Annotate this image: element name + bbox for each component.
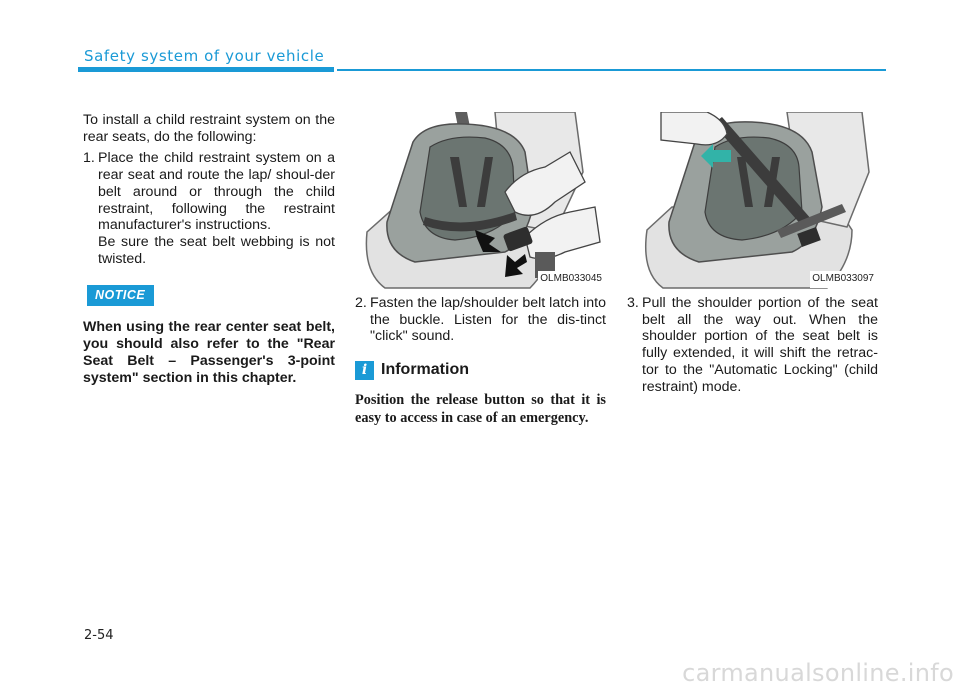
step-3-number: 3. bbox=[627, 295, 639, 311]
information-heading bbox=[355, 361, 606, 380]
figure-code: OLMB033097 bbox=[810, 271, 876, 288]
header-rule-thin bbox=[337, 69, 886, 71]
step-2-text: Fasten the lap/shoulder belt latch into the buckle. Listen for the dis-tinct "click" sound. bbox=[370, 295, 606, 345]
step-1-extra: Be sure the seat belt webbing is not twisted. bbox=[98, 233, 335, 267]
page-number: 2-54 bbox=[84, 628, 114, 643]
column-middle bbox=[355, 112, 606, 427]
figure-buckle-latch bbox=[355, 112, 606, 290]
notice-badge: NOTICE bbox=[87, 285, 154, 306]
child-seat-pull-belt-illustration bbox=[627, 112, 878, 290]
header-rule-thick bbox=[78, 67, 334, 72]
step-1-text: Place the child restraint system on a rear seat and route the lap/ shoul-der belt around or through the child restraint, following the restraint manufacturer's instructions. bbox=[98, 150, 335, 234]
step-2-number: 2. bbox=[355, 295, 367, 311]
step-1-number: 1. bbox=[83, 150, 95, 167]
watermark: carmanualsonline.info bbox=[682, 659, 954, 687]
section-title: Safety system of your vehicle bbox=[84, 47, 325, 65]
notice-text: When using the rear center seat belt, you should also refer to the "Rear Seat Belt – Passenger's 3-point system" section in this chapter. bbox=[83, 319, 335, 387]
figure-code: OLMB033045 bbox=[538, 271, 604, 288]
step-3-text: Pull the shoulder portion of the seat belt all the way out. When the shoulder portion of the seat belt is fully extended, it will shift the retrac-tor to the "Automatic Locking" (child restraint) mode. bbox=[642, 295, 878, 395]
information-title: Information bbox=[381, 361, 469, 379]
child-seat-buckle-illustration bbox=[355, 112, 606, 290]
info-icon: i bbox=[355, 361, 374, 380]
step-3 bbox=[627, 295, 878, 395]
information-text: Position the release button so that it is easy to access in case of an emergency. bbox=[355, 392, 606, 427]
column-left bbox=[83, 112, 335, 387]
step-2 bbox=[355, 295, 606, 345]
figure-pull-belt bbox=[627, 112, 878, 290]
intro-paragraph: To install a child restraint system on the rear seats, do the following: bbox=[83, 112, 335, 145]
column-right bbox=[627, 112, 878, 395]
step-1 bbox=[83, 150, 335, 267]
